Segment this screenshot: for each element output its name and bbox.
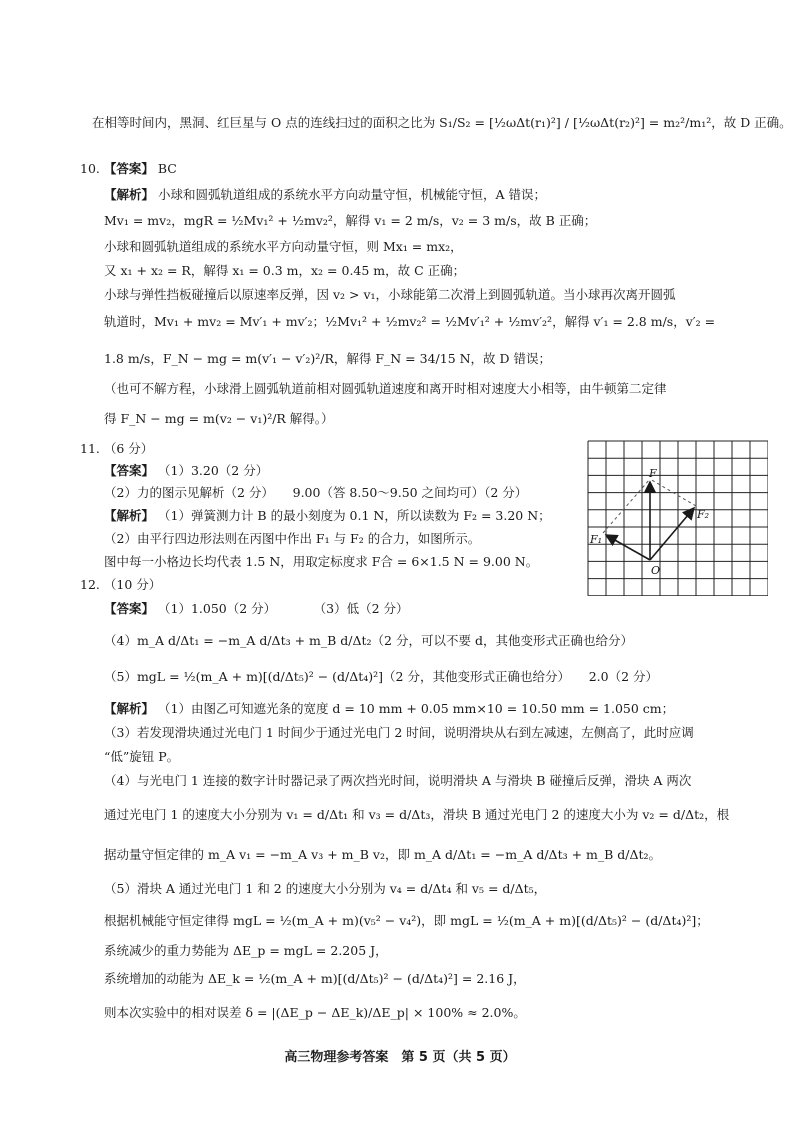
vector-f2	[650, 508, 694, 560]
q11-header	[80, 440, 153, 458]
q11-analysis-tag: 【解析】	[104, 508, 155, 523]
label-f: F	[649, 467, 657, 480]
q11-text-4: 图中每一小格边长均代表 1.5 N，用取定标度求 F合 = 6×1.5 N = 9.00 N。	[104, 554, 539, 569]
q12-text-13: 则本次实验中的相对误差 δ = |(ΔE_p − ΔE_k)/ΔE_p| × 100% ≈ 2.0%。	[104, 1005, 526, 1020]
q12-text-9: （5）滑块 A 通过光电门 1 和 2 的速度大小分别为 v₄ = d/Δt₄ 和 v₅ = d/Δt₅，	[104, 881, 547, 896]
q11-text-3: （2）由平行四边形法则在丙图中作出 F₁ 与 F₂ 的合力，如图所示。	[104, 531, 481, 546]
q12-text-12: 系统增加的动能为 ΔE_k = ½(m_A + m)[(d/Δt₅)² − (d/Δt₄)²] = 2.16 J，	[104, 971, 526, 986]
q11-analysis-line-0	[104, 507, 551, 525]
q12-points: （10 分）	[103, 577, 162, 592]
label-f2: F₂	[697, 508, 710, 521]
q10-answer-tag: 【答案】	[103, 161, 154, 176]
q11-answer-tag: 【答案】	[104, 463, 155, 478]
q10-text-1: Mv₁ = mv₂，mgR = ½Mv₁² + ½mv₂²，解得 v₁ = 2 m/s，v₂ = 3 m/s，故 B 正确；	[104, 213, 597, 228]
q12-text-0: （1）1.050（2 分） （3）低（2 分）	[158, 601, 409, 616]
q12-number: 12.	[80, 577, 100, 592]
q10-text-7: （也可不解方程，小球滑上圆弧轨道前相对圆弧轨道速度和离开时相对速度大小相等，由牛顿第二定律	[104, 381, 667, 396]
q12-text-2: （5）mgL = ½(m_A + m)[(d/Δt₅)² − (d/Δt₄)²]（2 分，其他变形式正确也给分） 2.0（2 分）	[104, 669, 659, 684]
q11-points: （6 分）	[103, 441, 154, 456]
q10-analysis-line-0	[104, 186, 546, 204]
q10-text-3: 又 x₁ + x₂ = R，解得 x₁ = 0.3 m，x₂ = 0.45 m，故 C 正确；	[104, 263, 466, 278]
q11-text-0: （1）3.20（2 分）	[158, 463, 269, 478]
q12-text-5: “低”旋钮 P。	[104, 749, 180, 764]
q10-text-4: 小球与弹性挡板碰撞后以原速率反弹，因 v₂ > v₁，小球能第二次滑上到圆弧轨道。当小球再次离开圆弧	[104, 287, 676, 302]
q12-analysis-line-0	[104, 700, 674, 718]
q11-text-1: （2）力的图示见解析（2 分） 9.00（答 8.50～9.50 之间均可）（2 分）	[104, 485, 528, 500]
q11-text-2: （1）弹簧测力计 B 的最小刻度为 0.1 N，所以读数为 F₂ = 3.20 N；	[158, 508, 551, 523]
q11-number: 11.	[80, 441, 100, 456]
dashed-line-f1-to-f	[603, 479, 650, 533]
q10-text-8: 得 F_N − mg = m(v₂ − v₁)²/R 解得。）	[104, 411, 334, 426]
q10-answer: BC	[157, 161, 177, 176]
q10-text-5: 轨道时，Mv₁ + mv₂ = Mv′₁ + mv′₂；½Mv₁² + ½mv₂² = ½Mv′₁² + ½mv′₂²，解得 v′₁ = 2.8 m/s，v′₂ =	[104, 314, 716, 329]
top-line: 在相等时间内，黑洞、红巨星与 O 点的连线扫过的面积之比为 S₁/S₂ = [½ωΔt(r₁)²] / [½ωΔt(r₂)²] = m₂²/m₁²，故 D 正确。	[92, 115, 792, 130]
page-footer: 高三物理参考答案 第 5 页（共 5 页）	[284, 1050, 516, 1065]
q12-text-10: 根据机械能守恒定律得 mgL = ½(m_A + m)(v₅² − v₄²)，即 mgL = ½(m_A + m)[(d/Δt₅)² − (d/Δt₄)²]；	[104, 913, 709, 928]
label-o: O	[651, 564, 661, 577]
q12-text-11: 系统减少的重力势能为 ΔE_p = mgL = 2.205 J，	[104, 943, 388, 958]
q12-answer-line-0	[104, 600, 409, 618]
q10-header	[80, 160, 177, 178]
q10-text-6: 1.8 m/s，F_N − mg = m(v′₁ − v′₂)²/R，解得 F_N = 34/15 N，故 D 错误；	[104, 351, 552, 366]
q10-text-0: 小球和圆弧轨道组成的系统水平方向动量守恒，机械能守恒，A 错误；	[158, 187, 547, 202]
grid-lines	[588, 441, 768, 596]
q12-header	[80, 576, 161, 594]
q12-text-4: （3）若发现滑块通过光电门 1 时间少于通过光电门 2 时间，说明滑块从右到左减速，左侧高了，此时应调	[104, 725, 694, 740]
vector-f1	[606, 535, 650, 560]
q12-text-8: 据动量守恒定律的 m_A v₁ = −m_A v₃ + m_B v₂，即 m_A d/Δt₁ = −m_A d/Δt₃ + m_B d/Δt₂。	[104, 847, 662, 862]
q10-analysis-tag: 【解析】	[104, 187, 155, 202]
force-diagram	[587, 440, 768, 596]
q10-text-2: 小球和圆弧轨道组成的系统水平方向动量守恒，则 Mx₁ = mx₂，	[104, 239, 463, 254]
q12-text-6: （4）与光电门 1 连接的数字计时器记录了两次挡光时间，说明滑块 A 与滑块 B 碰撞后反弹，滑块 A 两次	[104, 773, 692, 788]
q12-text-3: （1）由图乙可知遮光条的宽度 d = 10 mm + 0.05 mm×10 = 10.50 mm = 1.050 cm；	[158, 701, 675, 716]
q10-number: 10.	[80, 161, 100, 176]
q11-answer-line-0	[104, 462, 268, 480]
q12-analysis-tag: 【解析】	[104, 701, 155, 716]
q12-text-1: （4）m_A d/Δt₁ = −m_A d/Δt₃ + m_B d/Δt₂（2 分，可以不要 d，其他变形式正确也给分）	[104, 633, 633, 648]
label-f1: F₁	[590, 533, 603, 546]
q12-text-7: 通过光电门 1 的速度大小分别为 v₁ = d/Δt₁ 和 v₃ = d/Δt₃，滑块 B 通过光电门 2 的速度大小为 v₂ = d/Δt₂，根	[104, 807, 730, 822]
q12-answer-tag: 【答案】	[104, 601, 155, 616]
